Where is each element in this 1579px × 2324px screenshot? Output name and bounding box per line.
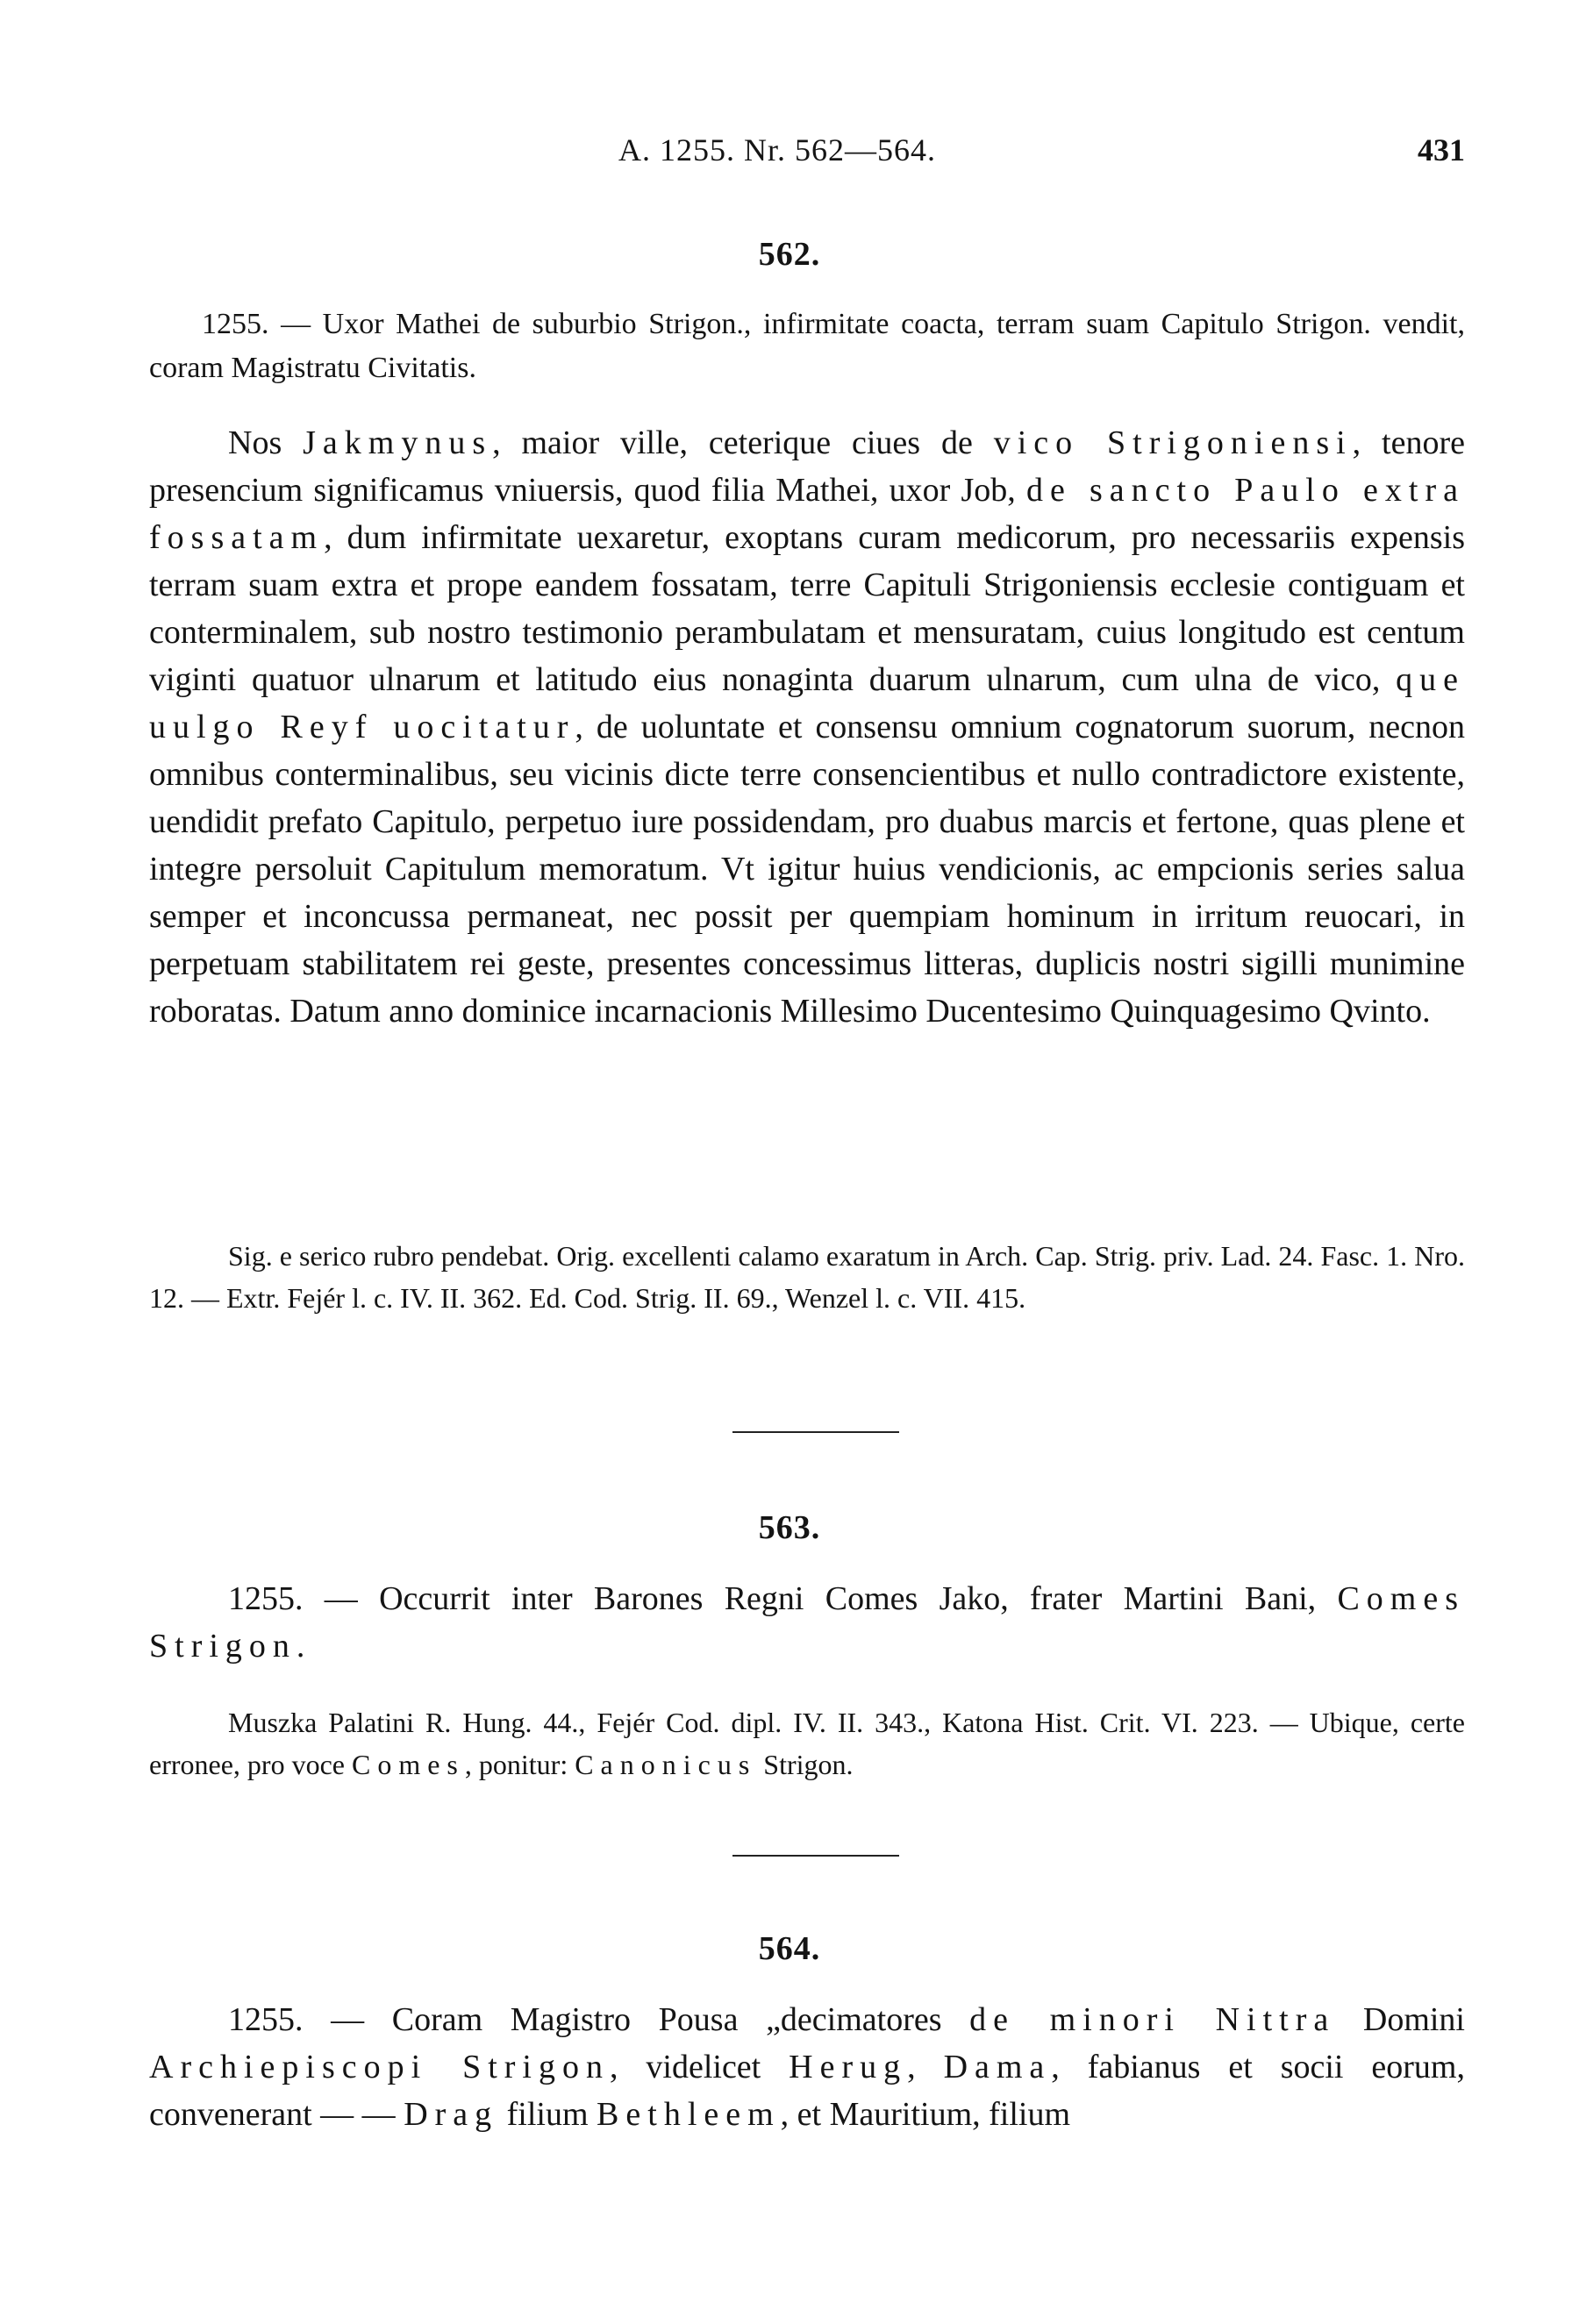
page-number: 431 xyxy=(1418,132,1465,168)
body-text-segment: , tenore presencium significamus vniuersis, quod filia Mathei, uxor Job, xyxy=(149,424,1465,509)
body-text-segment: , dum infirmitate uexaretur, exoptans curam medicorum, pro necessariis expensis terram suam extra et prope eandem fossatam, terre Capituli Strigoniensis ecclesie contiguam et conterminalem, sub nostro testimonio perambulatam et mensuratam, cuius longitudo est centum viginti quatuor ulnarum et latitudo eius nonaginta duarum ulnarum, cum ulna de vico, xyxy=(149,519,1465,698)
body-text-segment: , xyxy=(907,2049,944,2085)
body-text-segment: , de uoluntate et consensu omnium cognatorum suorum, necnon omnibus conterminalibus, seu vicinis dicte terre consencientibus et nullo contradictore existente, uendidit prefato Capitulo, perpetuo iure possidendam, pro duabus marcis et fertone, quas plene et integre persoluit Capitulum memoratum. Vt igitur huius vendicionis, ac empcionis series salua semper et inconcussa permaneat, nec possit per quempiam hominum in irritum reuocari, in perpetuam stabilitatem rei geste, presentes concessimus litteras, duplicis nostri sigilli munimine roboratas. Datum anno dominice incarnacionis Millesimo Ducentesimo Quinquagesimo Qvinto. xyxy=(149,709,1465,1030)
body-text-segment: . xyxy=(296,1628,305,1665)
note-text-segment: Strigon. xyxy=(756,1749,854,1780)
body-text-segment: 1255. — Coram Magistro Pousa „decimatores xyxy=(228,2001,970,2038)
doc-562-summary: 1255. — Uxor Mathei de suburbio Strigon., infirmitate coacta, terram suam Capitulo Strigon. vendit, coram Magistratu Civitatis. xyxy=(149,308,1465,384)
body-text-segment: Domini xyxy=(1335,2001,1465,2038)
doc-563-body xyxy=(149,1575,1465,1670)
word-comes: Comes xyxy=(351,1749,465,1780)
name-drag: Drag xyxy=(404,2096,499,2133)
body-text-segment: , maior ville, ceterique ciues de xyxy=(492,424,994,461)
name-herug: Herug xyxy=(789,2049,908,2085)
place-de-minori-nittra: de minori Nittra xyxy=(969,2001,1336,2038)
section-divider xyxy=(732,1431,899,1433)
phrase-archiepiscopi-strigon: Archiepiscopi Strigon xyxy=(149,2049,610,2085)
doc-562-body xyxy=(149,419,1465,1035)
word-canonicus: Canonicus xyxy=(575,1749,757,1780)
doc-563-number: 563. xyxy=(758,1509,821,1546)
place-vico-strigoniensi: vico Strigoniensi xyxy=(993,424,1353,461)
phrase-que-uulgo: que uulgo Reyf uocitatur xyxy=(149,661,1465,745)
name-dama: Dama xyxy=(943,2049,1052,2085)
phrase-comes-strigon: Comes Strigon xyxy=(149,1580,1465,1665)
doc-564-body xyxy=(149,1996,1465,2138)
body-text-segment: , et Mauritium, filium xyxy=(780,2096,1071,2133)
doc-564-number: 564. xyxy=(758,1930,821,1967)
place-sancto-paulo: de sancto Paulo extra fossatam xyxy=(149,472,1465,556)
header-title: A. 1255. Nr. 562—564. xyxy=(618,132,936,168)
body-text-segment: Nos xyxy=(228,424,304,461)
running-header xyxy=(149,132,1465,175)
note-text-segment: Muszka Palatini R. Hung. 44., Fejér Cod. dipl. IV. II. 343., Katona Hist. Crit. VI. 223. — Ubique, certe erronee, pro voce xyxy=(149,1707,1465,1780)
body-text-segment: 1255. — Occurrit inter Barones Regni Comes Jako, frater Martini Bani, xyxy=(228,1580,1338,1617)
note-text-segment: , ponitur: xyxy=(464,1749,575,1780)
doc-563-note xyxy=(149,1701,1465,1786)
doc-562-number: 562. xyxy=(758,236,821,273)
body-text-segment: filium xyxy=(498,2096,597,2133)
body-text-segment: , fabianus et socii eorum, convenerant — — xyxy=(149,2049,1465,2133)
body-text-segment: , videlicet xyxy=(609,2049,790,2085)
section-divider xyxy=(732,1855,899,1857)
name-jakmynus: Jakmynus xyxy=(303,424,493,461)
doc-562-note: Sig. e serico rubro pendebat. Orig. excellenti calamo exaratum in Arch. Cap. Strig. priv. Lad. 24. Fasc. 1. Nro. 12. — Extr. Fejér l. c. IV. II. 362. Ed. Cod. Strig. II. 69., Wenzel l. c. VII. 415. xyxy=(149,1240,1465,1314)
name-bethleem: Bethleem xyxy=(597,2096,781,2133)
